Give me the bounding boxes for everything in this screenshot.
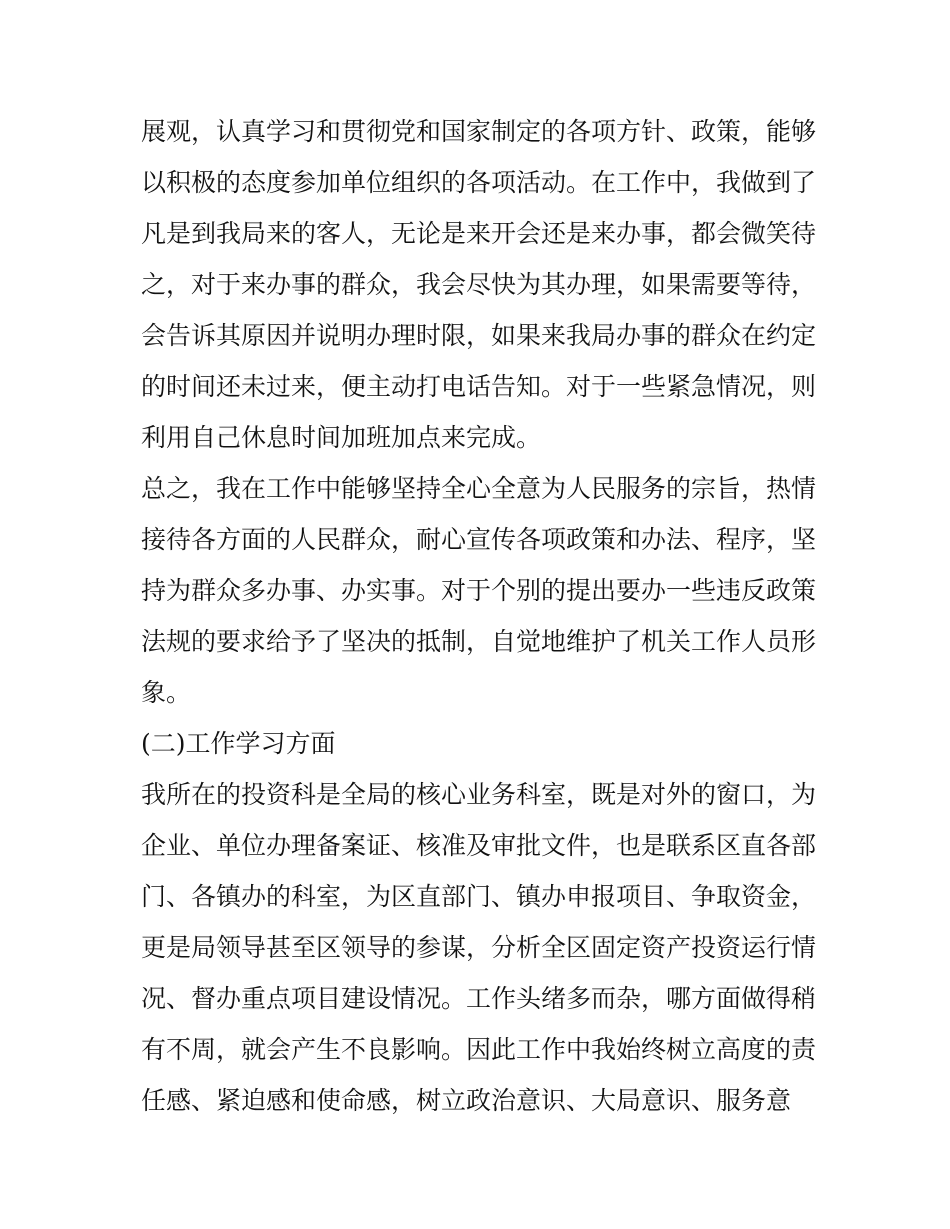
text-line: 展观，认真学习和贯彻党和国家制定的各项方针、政策，能够	[141, 117, 817, 146]
text-line: 接待各方面的人民群众，耐心宣传各项政策和办法、程序，坚	[141, 525, 817, 554]
text-line: 凡是到我局来的客人，无论是来开会还是来办事，都会微笑待	[141, 219, 817, 248]
text-line: 我所在的投资科是全局的核心业务科室，既是对外的窗口，为	[141, 780, 817, 809]
text-line: 更是局领导甚至区领导的参谋，分析全区固定资产投资运行情	[141, 933, 817, 962]
text-line: 总之，我在工作中能够坚持全心全意为人民服务的宗旨，热情	[141, 474, 817, 503]
text-line: 以积极的态度参加单位组织的各项活动。在工作中，我做到了	[141, 168, 817, 197]
text-line: 况、督办重点项目建设情况。工作头绪多而杂，哪方面做得稍	[141, 984, 817, 1013]
text-line: 企业、单位办理备案证、核准及审批文件，也是联系区直各部	[141, 831, 817, 860]
text-line: 的时间还未过来，便主动打电话告知。对于一些紧急情况，则	[141, 372, 817, 401]
text-line: 会告诉其原因并说明办理时限，如果来我局办事的群众在约定	[141, 321, 817, 350]
document-body	[141, 106, 821, 1126]
text-line: 持为群众多办事、办实事。对于个别的提出要办一些违反政策	[141, 576, 817, 605]
text-line: 之，对于来办事的群众，我会尽快为其办理，如果需要等待，	[141, 270, 817, 299]
section-heading: (二)工作学习方面	[141, 729, 336, 758]
text-line: 利用自己休息时间加班加点来完成。	[141, 423, 542, 452]
text-line: 有不周，就会产生不良影响。因此工作中我始终树立高度的责	[141, 1035, 817, 1064]
text-line: 门、各镇办的科室，为区直部门、镇办申报项目、争取资金，	[141, 882, 817, 911]
text-line: 法规的要求给予了坚决的抵制，自觉地维护了机关工作人员形	[141, 627, 817, 656]
text-line: 象。	[141, 678, 192, 707]
text-line: 任感、紧迫感和使命感，树立政治意识、大局意识、服务意	[141, 1086, 792, 1115]
